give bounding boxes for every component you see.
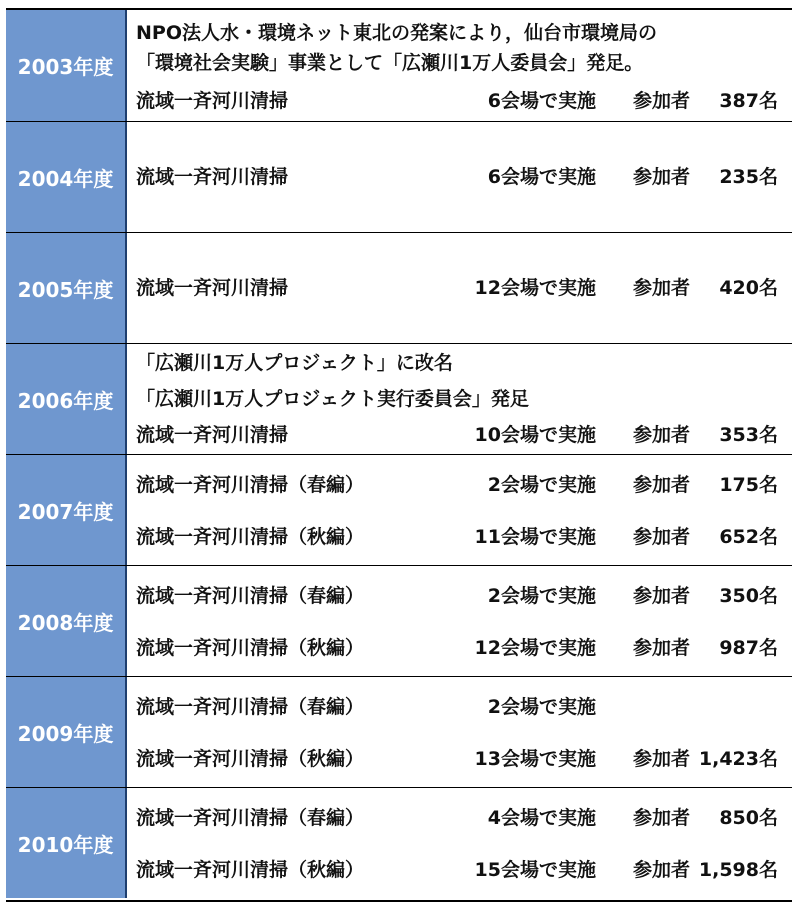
event-name: 流域一斉河川清掃（秋編） [136,637,365,659]
table-row [6,676,792,787]
row-content [136,122,792,232]
event-venue: 6会場で実施 [487,166,596,188]
participants-count: 353名 [719,424,778,446]
participants-label: 参加者 [633,748,691,770]
note-line: NPO法人水・環境ネット東北の発案により，仙台市環境局の [136,22,657,44]
year-cell: 2007年度 [6,455,127,565]
event-line [136,633,792,663]
event-line [136,273,792,303]
participants-count: 1,598名 [698,859,778,881]
year-cell: 2006年度 [6,344,127,454]
year-cell: 2008年度 [6,566,127,676]
event-line [136,855,792,885]
event-name: 流域一斉河川清掃（秋編） [136,859,365,881]
table-row [6,121,792,232]
year-cell: 2010年度 [6,788,127,898]
table-row [6,10,792,121]
event-line [136,162,792,192]
event-venue: 2会場で実施 [487,585,596,607]
year-cell: 2004年度 [6,122,127,232]
event-venue: 13会場で実施 [474,748,596,770]
participants-label: 参加者 [633,424,691,446]
event-venue: 12会場で実施 [474,277,596,299]
participants-count: 387名 [719,90,778,112]
participants-label: 参加者 [633,526,691,548]
event-line [136,581,792,611]
event-name: 流域一斉河川清掃（秋編） [136,526,365,548]
row-content [136,788,792,898]
event-venue: 6会場で実施 [487,90,596,112]
note-line: 「環境社会実験」事業として「広瀬川1万人委員会」発足。 [136,52,644,74]
event-line [136,86,792,116]
participants-count: 1,423名 [698,748,778,770]
participants-label: 参加者 [633,474,691,496]
row-content [136,677,792,787]
event-line [136,803,792,833]
table-row [6,232,792,343]
event-name: 流域一斉河川清掃（春編） [136,807,365,829]
event-name: 流域一斉河川清掃（春編） [136,696,365,718]
event-venue: 10会場で実施 [474,424,596,446]
participants-label: 参加者 [633,277,691,299]
participants-label: 参加者 [633,807,691,829]
participants-count: 235名 [719,166,778,188]
event-venue: 2会場で実施 [487,474,596,496]
history-table [6,8,792,902]
participants-label: 参加者 [633,585,691,607]
event-line [136,744,792,774]
event-venue: 11会場で実施 [474,526,596,548]
event-line [136,420,792,450]
event-name: 流域一斉河川清掃（秋編） [136,748,365,770]
row-content [136,233,792,343]
table-row [6,343,792,454]
table-row [6,787,792,898]
event-venue: 15会場で実施 [474,859,596,881]
event-line [136,522,792,552]
participants-count: 850名 [719,807,778,829]
event-name: 流域一斉河川清掃（春編） [136,585,365,607]
event-line [136,470,792,500]
table-row [6,454,792,565]
row-content [136,566,792,676]
row-content [136,10,792,121]
year-cell: 2005年度 [6,233,127,343]
year-cell: 2009年度 [6,677,127,787]
event-name: 流域一斉河川清掃（春編） [136,474,365,496]
event-venue: 4会場で実施 [487,807,596,829]
participants-label: 参加者 [633,90,691,112]
event-name: 流域一斉河川清掃 [136,166,289,188]
note-line: 「広瀬川1万人プロジェクト実行委員会」発足 [136,388,529,410]
event-venue: 12会場で実施 [474,637,596,659]
participants-count: 652名 [719,526,778,548]
note-line: 「広瀬川1万人プロジェクト」に改名 [136,352,453,374]
row-content [136,455,792,565]
event-venue: 2会場で実施 [487,696,596,718]
participants-count: 350名 [719,585,778,607]
participants-count: 987名 [719,637,778,659]
table-row [6,565,792,676]
event-name: 流域一斉河川清掃 [136,424,289,446]
event-name: 流域一斉河川清掃 [136,277,289,299]
participants-label: 参加者 [633,637,691,659]
participants-label: 参加者 [633,166,691,188]
event-line [136,692,792,722]
participants-count: 175名 [719,474,778,496]
participants-label: 参加者 [633,859,691,881]
year-cell: 2003年度 [6,10,127,121]
row-content [136,344,792,454]
event-name: 流域一斉河川清掃 [136,90,289,112]
participants-count: 420名 [719,277,778,299]
